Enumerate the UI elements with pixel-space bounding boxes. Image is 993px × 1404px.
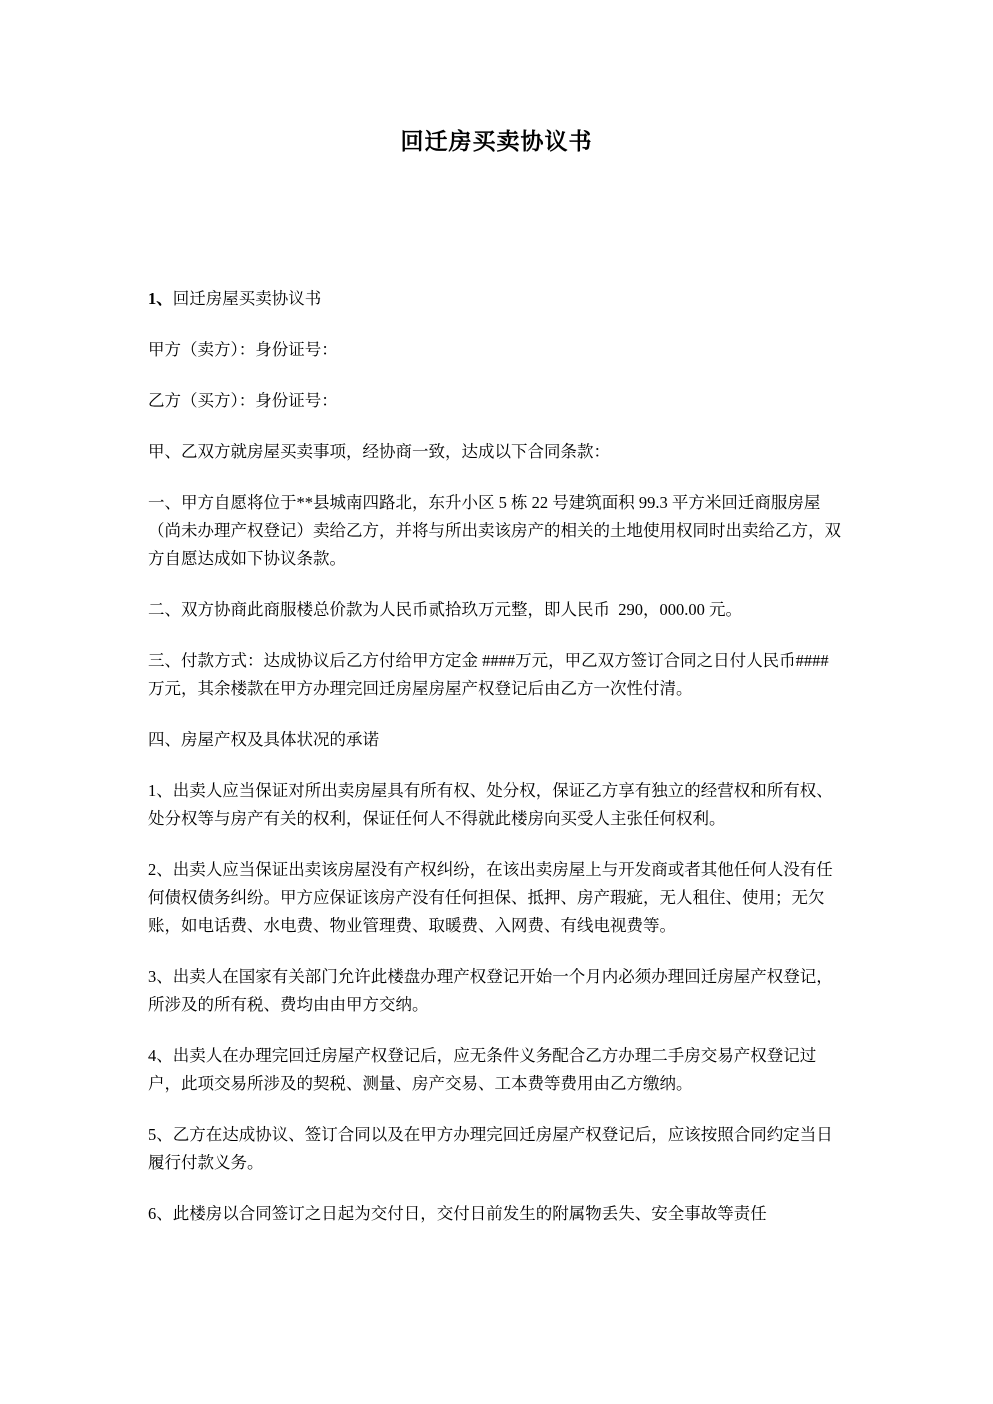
paragraph: 三、付款方式：达成协议后乙方付给甲方定金 ####万元，甲乙双方签订合同之日付人民币####万元，其余楼款在甲方办理完回迁房屋房屋产权登记后由乙方一次性付清。 [148,651,829,698]
document-body [148,285,845,1228]
paragraph: 1、出卖人应当保证对所出卖房屋具有所有权、处分权，保证乙方享有独立的经营权和所有权、处分权等与房产有关的权利，保证任何人不得就此楼房向买受人主张任何权利。 [148,781,833,828]
paragraph: 1、回迁房屋买卖协议书 [148,289,322,308]
paragraph: 5、乙方在达成协议、签订合同以及在甲方办理完回迁房屋产权登记后，应该按照合同约定当日履行付款义务。 [148,1125,833,1172]
paragraph: 甲、乙双方就房屋买卖事项，经协商一致，达成以下合同条款： [148,442,610,461]
document-title: 回迁房买卖协议书 [400,129,593,155]
paragraph: 四、房屋产权及具体状况的承诺 [148,730,379,749]
paragraph: 甲方（卖方）：身份证号： [148,340,338,359]
paragraph: 3、出卖人在国家有关部门允许此楼盘办理产权登记开始一个月内必须办理回迁房屋产权登记，所涉及的所有税、费均由由甲方交纳。 [148,967,833,1014]
paragraph: 2、出卖人应当保证出卖该房屋没有产权纠纷，在该出卖房屋上与开发商或者其他任何人没有任何债权债务纠纷。甲方应保证该房产没有任何担保、抵押、房产瑕疵，无人租住、使用；无欠账，如电话费、水电费、物业管理费、取暖费、入网费、有线电视费等。 [148,860,833,935]
paragraph: 二、双方协商此商服楼总价款为人民币贰拾玖万元整，即人民币 290，000.00 元。 [148,600,742,619]
paragraph-number: 1、 [148,289,173,308]
paragraph: 一、甲方自愿将位于**县城南四路北，东升小区 5 栋 22 号建筑面积 99.3 平方米回迁商服房屋（尚未办理产权登记）卖给乙方，并将与所出卖该房产的相关的土地使用权同时出卖给乙方，双方自愿达成如下协议条款。 [148,493,841,568]
paragraph: 6、此楼房以合同签订之日起为交付日，交付日前发生的附属物丢失、安全事故等责任 [148,1204,767,1223]
paragraph: 乙方（买方）：身份证号： [148,391,338,410]
paragraph: 4、出卖人在办理完回迁房屋产权登记后，应无条件义务配合乙方办理二手房交易产权登记过户，此项交易所涉及的契税、测量、房产交易、工本费等费用由乙方缴纳。 [148,1046,817,1093]
